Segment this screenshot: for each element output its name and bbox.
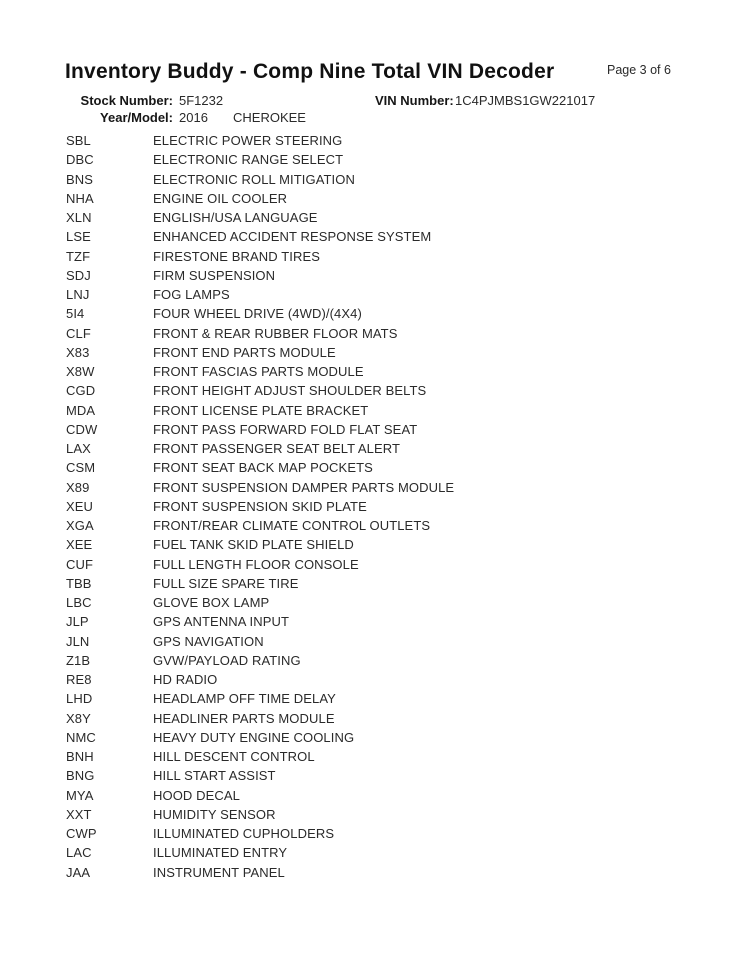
option-row xyxy=(0,516,742,535)
option-code: JLN xyxy=(66,633,90,649)
option-code: X8Y xyxy=(66,710,91,726)
option-row xyxy=(0,689,742,708)
option-code: X8W xyxy=(66,364,95,379)
option-description: ILLUMINATED ENTRY xyxy=(153,845,288,861)
option-description: HEADLAMP OFF TIME DELAY xyxy=(153,691,336,707)
option-code: Z1B xyxy=(66,652,91,668)
option-row xyxy=(0,843,742,862)
option-row xyxy=(0,247,742,266)
option-code: TZF xyxy=(66,248,91,264)
option-code: TBB xyxy=(66,575,92,591)
option-description: FRONT FASCIAS PARTS MODULE xyxy=(153,364,364,379)
option-description: FRONT PASS FORWARD FOLD FLAT SEAT xyxy=(153,421,418,437)
option-code: XEU xyxy=(66,498,94,514)
option-description: HOOD DECAL xyxy=(153,787,240,803)
option-description: HEADLINER PARTS MODULE xyxy=(153,710,335,726)
option-row xyxy=(0,497,742,516)
option-description: FULL LENGTH FLOOR CONSOLE xyxy=(153,556,359,572)
option-code: LAX xyxy=(66,441,91,456)
option-row xyxy=(0,150,742,169)
option-row xyxy=(0,458,742,477)
option-description: ENGLISH/USA LANGUAGE xyxy=(153,210,318,225)
option-row xyxy=(0,670,742,689)
option-row xyxy=(0,805,742,824)
option-code: XGA xyxy=(66,518,94,533)
option-row xyxy=(0,747,742,766)
option-code: XLN xyxy=(66,210,92,225)
options-list xyxy=(0,131,742,882)
option-row xyxy=(0,555,742,574)
option-description: HD RADIO xyxy=(153,672,218,687)
option-row xyxy=(0,439,742,458)
option-row xyxy=(0,189,742,208)
option-row xyxy=(0,227,742,246)
option-row xyxy=(0,478,742,497)
option-row xyxy=(0,593,742,612)
option-row xyxy=(0,824,742,843)
option-code: BNS xyxy=(66,171,94,187)
option-code: LBC xyxy=(66,595,92,610)
option-code: LHD xyxy=(66,691,93,707)
option-description: HUMIDITY SENSOR xyxy=(153,806,276,822)
option-code: RE8 xyxy=(66,672,92,687)
option-code: CDW xyxy=(66,421,98,437)
year-value: 2016 xyxy=(179,109,208,125)
option-code: CSM xyxy=(66,460,96,476)
option-code: X89 xyxy=(66,479,90,495)
option-description: FRONT SUSPENSION SKID PLATE xyxy=(153,498,367,514)
option-description: FRONT PASSENGER SEAT BELT ALERT xyxy=(153,441,401,456)
option-description: FUEL TANK SKID PLATE SHIELD xyxy=(153,537,354,553)
option-code: MDA xyxy=(66,402,96,418)
option-description: ELECTRIC POWER STEERING xyxy=(153,133,343,148)
option-description: FRONT SUSPENSION DAMPER PARTS MODULE xyxy=(153,479,455,495)
option-row xyxy=(0,324,742,343)
option-code: NMC xyxy=(66,729,96,745)
option-description: FIRESTONE BRAND TIRES xyxy=(153,248,321,264)
option-code: BNG xyxy=(66,768,95,784)
option-description: ILLUMINATED CUPHOLDERS xyxy=(153,826,335,841)
option-row xyxy=(0,343,742,362)
header-row-stock-vin xyxy=(0,93,742,109)
option-code: X83 xyxy=(66,344,90,360)
option-code: CUF xyxy=(66,556,94,572)
vin-number-label: VIN Number: xyxy=(375,93,454,108)
option-description: GPS NAVIGATION xyxy=(153,633,264,649)
option-row xyxy=(0,420,742,439)
option-code: MYA xyxy=(66,787,94,803)
option-code: BNH xyxy=(66,749,94,764)
option-row xyxy=(0,728,742,747)
option-code: XXT xyxy=(66,806,92,822)
option-description: GPS ANTENNA INPUT xyxy=(153,614,290,630)
option-row xyxy=(0,612,742,631)
option-description: FRONT LICENSE PLATE BRACKET xyxy=(153,402,369,418)
option-description: ENGINE OIL COOLER xyxy=(153,190,288,206)
option-code: CLF xyxy=(66,325,91,341)
stock-number-value: 5F1232 xyxy=(179,93,224,108)
page-title: Inventory Buddy - Comp Nine Total VIN Decoder xyxy=(65,60,555,83)
option-description: HILL START ASSIST xyxy=(153,768,276,784)
option-row xyxy=(0,362,742,381)
option-description: FOUR WHEEL DRIVE (4WD)/(4X4) xyxy=(153,306,362,322)
header-row-year-model xyxy=(0,110,742,126)
option-description: ENHANCED ACCIDENT RESPONSE SYSTEM xyxy=(153,229,432,245)
vin-number-value: 1C4PJMBS1GW221017 xyxy=(455,93,596,108)
option-description: FRONT/REAR CLIMATE CONTROL OUTLETS xyxy=(153,518,431,533)
option-description: GLOVE BOX LAMP xyxy=(153,595,270,610)
year-model-label: Year/Model: xyxy=(100,109,173,125)
option-row xyxy=(0,131,742,150)
option-code: LAC xyxy=(66,845,92,861)
option-description: FRONT SEAT BACK MAP POCKETS xyxy=(153,460,373,476)
option-code: SDJ xyxy=(66,267,91,283)
option-row xyxy=(0,709,742,728)
option-code: SBL xyxy=(66,133,91,148)
option-code: CWP xyxy=(66,826,97,841)
option-description: FIRM SUSPENSION xyxy=(153,267,276,283)
option-description: HILL DESCENT CONTROL xyxy=(153,749,315,764)
option-description: HEAVY DUTY ENGINE COOLING xyxy=(153,729,355,745)
option-code: XEE xyxy=(66,537,93,553)
option-row xyxy=(0,304,742,323)
option-row xyxy=(0,766,742,785)
option-row xyxy=(0,285,742,304)
option-code: JLP xyxy=(66,614,89,630)
option-row xyxy=(0,535,742,554)
option-description: ELECTRONIC RANGE SELECT xyxy=(153,152,344,168)
option-description: INSTRUMENT PANEL xyxy=(153,864,285,880)
option-row xyxy=(0,574,742,593)
option-code: LNJ xyxy=(66,287,90,302)
option-row xyxy=(0,208,742,227)
option-row xyxy=(0,651,742,670)
option-description: FULL SIZE SPARE TIRE xyxy=(153,575,299,591)
option-description: FRONT HEIGHT ADJUST SHOULDER BELTS xyxy=(153,383,427,399)
option-description: FRONT & REAR RUBBER FLOOR MATS xyxy=(153,325,398,341)
stock-number-label: Stock Number: xyxy=(80,93,173,108)
option-code: LSE xyxy=(66,229,91,245)
option-description: FOG LAMPS xyxy=(153,287,230,302)
option-row xyxy=(0,266,742,285)
option-code: JAA xyxy=(66,864,91,880)
option-row xyxy=(0,401,742,420)
option-row xyxy=(0,170,742,189)
option-row xyxy=(0,632,742,651)
option-description: FRONT END PARTS MODULE xyxy=(153,344,336,360)
model-value: CHEROKEE xyxy=(233,109,306,125)
option-code: NHA xyxy=(66,190,94,206)
option-row xyxy=(0,381,742,400)
option-row xyxy=(0,863,742,882)
option-description: ELECTRONIC ROLL MITIGATION xyxy=(153,171,355,187)
option-code: 5I4 xyxy=(66,306,85,322)
option-code: DBC xyxy=(66,152,94,168)
option-row xyxy=(0,786,742,805)
page-number: Page 3 of 6 xyxy=(607,63,671,77)
option-code: CGD xyxy=(66,383,96,399)
option-description: GVW/PAYLOAD RATING xyxy=(153,652,301,668)
